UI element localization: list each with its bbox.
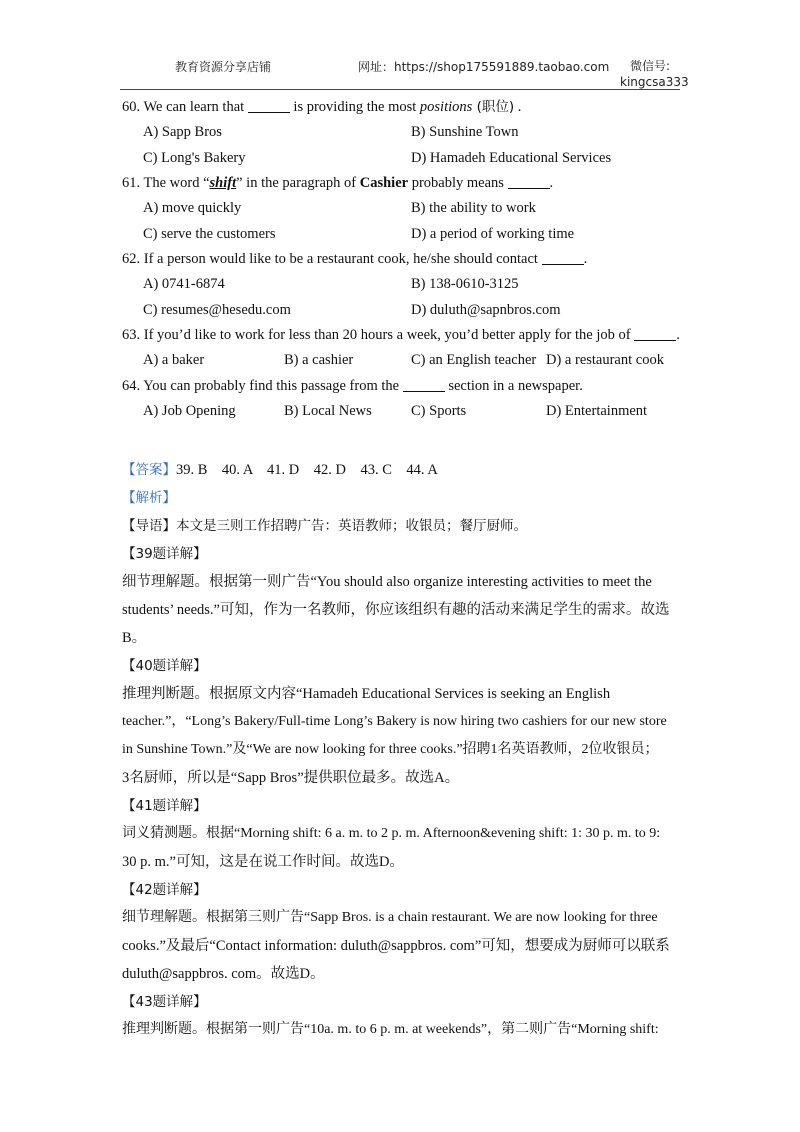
- analysis-line: 推理判断题。根据第一则广告“10a. m. to 6 p. m. at weekends”，第二则广告“Morning shift:: [122, 1022, 659, 1037]
- answer-keys: 39. B 40. A 41. D 42. D 43. C 44. A: [176, 462, 438, 478]
- option-d: D) duluth@sapnbros.com: [411, 301, 561, 318]
- wechat-info: [620, 58, 689, 90]
- answer-label: 【答案】: [122, 462, 176, 478]
- analysis-line: 30 p. m.”可知，这是在说工作时间。故选D。: [122, 854, 404, 870]
- question-61: 61. The word “shift” in the paragraph of Cashier probably means .: [122, 175, 554, 191]
- option-b: B) the ability to work: [411, 200, 536, 216]
- option-d: D) a restaurant cook: [546, 352, 664, 368]
- option-a: A) 0741-6874: [143, 276, 225, 292]
- target-word: shift: [209, 175, 237, 191]
- shop-url: 网址：https://shop175591889.taobao.com: [358, 60, 610, 74]
- question-63: 63. If you’d like to work for less than 20 hours a week, you’d better apply for the job of .: [122, 327, 680, 343]
- option-b: B) Local News: [284, 402, 372, 419]
- answer-line: [122, 456, 684, 484]
- answer-analysis: [122, 456, 684, 1044]
- answer-blank: [403, 377, 445, 392]
- analysis-heading: 【解析】: [122, 490, 176, 506]
- analysis-line: 【导语】本文是三则工作招聘广告：英语教师；收银员；餐厅厨师。: [122, 518, 527, 534]
- analysis-line: 【41题详解】: [122, 798, 207, 814]
- option-a: A) move quickly: [143, 200, 242, 216]
- analysis-line: 【40题详解】: [122, 658, 207, 674]
- analysis-line: cooks.”及最后“Contact information: duluth@sappbros. com”可知，想要成为厨师可以联系: [122, 938, 670, 954]
- options-row: [122, 273, 682, 299]
- option-c: C) serve the customers: [143, 225, 276, 242]
- header-divider: [120, 89, 680, 90]
- analysis-line: 【39题详解】: [122, 546, 207, 562]
- option-d: D) Entertainment: [546, 402, 648, 419]
- options-row: [122, 121, 682, 147]
- analysis-line: 细节理解题。根据第三则广告“Sapp Bros. is a chain restaurant. We are now looking for three: [122, 910, 658, 925]
- option-c: C) Long's Bakery: [143, 149, 246, 166]
- analysis-line: 3名厨师，所以是“Sapp Bros”提供职位最多。故选A。: [122, 770, 460, 786]
- option-b: B) a cashier: [284, 352, 354, 368]
- option-b: B) Sunshine Town: [411, 124, 519, 140]
- analysis-line: in Sunshine Town.”及“We are now looking for three cooks.”招聘1名英语教师，2位收银员；: [122, 742, 659, 757]
- analysis-line: 推理判断题。根据原文内容“Hamadeh Educational Services is seeking an English: [122, 686, 611, 702]
- analysis-line: duluth@sappbros. com。故选D。: [122, 966, 325, 982]
- question-64: 64. You can probably find this passage from the section in a newspaper.: [122, 377, 583, 394]
- options-row: [122, 349, 682, 375]
- option-d: D) a period of working time: [411, 225, 575, 242]
- analysis-line: 【42题详解】: [122, 882, 207, 898]
- question-list: [122, 96, 682, 425]
- options-row: [122, 223, 682, 249]
- option-d: D) Hamadeh Educational Services: [411, 149, 612, 166]
- options-row: [122, 197, 682, 223]
- shop-name: 教育资源分享店铺: [175, 60, 272, 74]
- analysis-line: 词义猜测题。根据“Morning shift: 6 a. m. to 2 p. m. Afternoon&evening shift: 1: 30 p. m. to 9:: [122, 826, 661, 841]
- option-c: C) an English teacher: [411, 352, 537, 368]
- options-row: [122, 147, 682, 173]
- option-c: C) Sports: [411, 402, 467, 419]
- question-62: 62. If a person would like to be a restaurant cook, he/she should contact .: [122, 251, 588, 267]
- analysis-line: 细节理解题。根据第一则广告“You should also organize interesting activities to meet the: [122, 574, 652, 590]
- question-60: 60. We can learn that is providing the most positions (职位) .: [122, 99, 522, 115]
- options-row: [122, 299, 682, 325]
- analysis-line: B。: [122, 630, 147, 646]
- analysis-line: 【43题详解】: [122, 994, 207, 1010]
- option-b: B) 138-0610-3125: [411, 276, 519, 292]
- option-a: A) Sapp Bros: [143, 124, 222, 140]
- answer-blank: [508, 174, 550, 189]
- option-a: A) a baker: [143, 352, 205, 368]
- analysis-line: students’ needs.”可知，作为一名教师，你应该组织有趣的活动来满足学生的需求。故选: [122, 602, 670, 618]
- options-row: [122, 400, 682, 426]
- answer-blank: [542, 250, 584, 265]
- wechat-id: kingcsa333: [620, 75, 689, 89]
- option-c: C) resumes@hesedu.com: [143, 301, 291, 318]
- option-a: A) Job Opening: [143, 402, 236, 419]
- analysis-line: teacher.”，“Long’s Bakery/Full-time Long’s Bakery is now hiring two cashiers for our new store: [122, 714, 667, 729]
- answer-blank: [634, 326, 676, 341]
- page-header: [120, 52, 689, 90]
- wechat-label: 微信号:: [629, 59, 671, 73]
- answer-blank: [248, 98, 290, 113]
